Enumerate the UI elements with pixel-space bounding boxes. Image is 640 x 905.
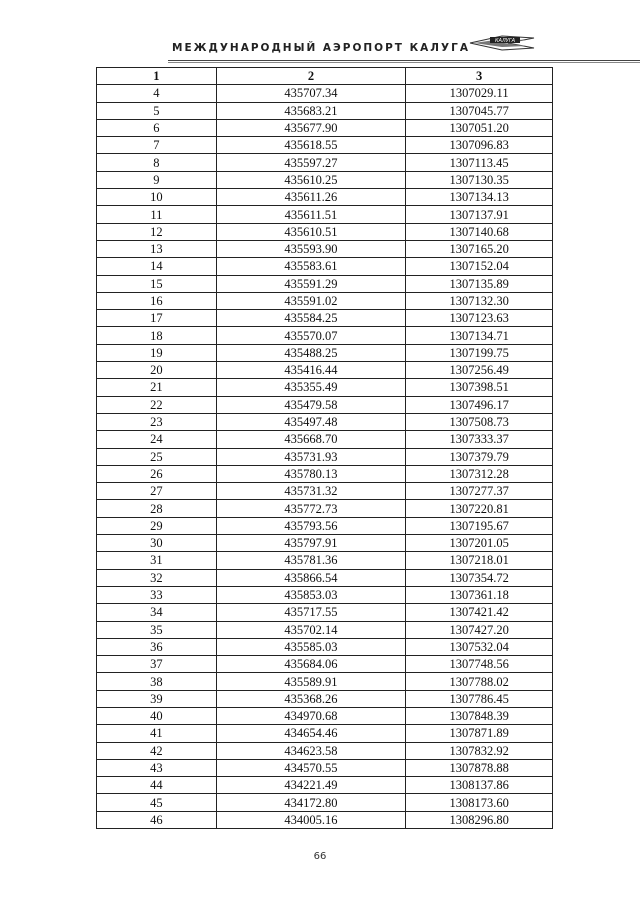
table-cell: 435702.14 [216, 621, 406, 638]
table-cell: 1307134.71 [406, 327, 553, 344]
table-row [97, 656, 553, 673]
table-row [97, 240, 553, 257]
header-rule [168, 60, 640, 61]
table-cell: 45 [97, 794, 217, 811]
table-cell: 22 [97, 396, 217, 413]
table-cell: 435368.26 [216, 690, 406, 707]
table-cell: 23 [97, 413, 217, 430]
table-cell: 1307398.51 [406, 379, 553, 396]
table-cell: 1307096.83 [406, 137, 553, 154]
table-cell: 1308296.80 [406, 811, 553, 828]
table-cell: 15 [97, 275, 217, 292]
page-number: 66 [313, 851, 327, 862]
table-row [97, 292, 553, 309]
table-cell: 435570.07 [216, 327, 406, 344]
table-row [97, 759, 553, 776]
table-cell: 39 [97, 690, 217, 707]
table-cell: 435416.44 [216, 362, 406, 379]
table-cell: 434005.16 [216, 811, 406, 828]
table-cell: 435583.61 [216, 258, 406, 275]
table-cell: 38 [97, 673, 217, 690]
table-cell: 435677.90 [216, 119, 406, 136]
table-row [97, 327, 553, 344]
table-cell: 5 [97, 102, 217, 119]
table-cell: 434970.68 [216, 707, 406, 724]
table-cell: 17 [97, 310, 217, 327]
table-row [97, 742, 553, 759]
table-cell: 435585.03 [216, 638, 406, 655]
table-cell: 1307029.11 [406, 85, 553, 102]
table-cell: 1307496.17 [406, 396, 553, 413]
table-cell: 435611.26 [216, 189, 406, 206]
table-row [97, 569, 553, 586]
table-row [97, 604, 553, 621]
table-cell: 434172.80 [216, 794, 406, 811]
table-cell: 434654.46 [216, 725, 406, 742]
table-cell: 1307135.89 [406, 275, 553, 292]
table-cell: 435717.55 [216, 604, 406, 621]
table-row [97, 189, 553, 206]
table-cell: 1307748.56 [406, 656, 553, 673]
table-cell: 33 [97, 586, 217, 603]
table-cell: 24 [97, 431, 217, 448]
table-row [97, 535, 553, 552]
table-cell: 7 [97, 137, 217, 154]
table-row [97, 344, 553, 361]
table-row [97, 171, 553, 188]
table-cell: 40 [97, 707, 217, 724]
table-cell: 1307871.89 [406, 725, 553, 742]
table-row [97, 483, 553, 500]
table-cell: 1307201.05 [406, 535, 553, 552]
table-row [97, 448, 553, 465]
table-cell: 435597.27 [216, 154, 406, 171]
table-row [97, 102, 553, 119]
table-row [97, 396, 553, 413]
table-cell: 1307140.68 [406, 223, 553, 240]
table-row [97, 465, 553, 482]
table-cell: 1307199.75 [406, 344, 553, 361]
page-header [120, 34, 560, 64]
table-cell: 1307277.37 [406, 483, 553, 500]
table-cell: 1307848.39 [406, 707, 553, 724]
table-cell: 1307220.81 [406, 500, 553, 517]
table-cell: 1307379.79 [406, 448, 553, 465]
table-cell: 1307130.35 [406, 171, 553, 188]
table-cell: 1307123.63 [406, 310, 553, 327]
table-cell: 36 [97, 638, 217, 655]
table-cell: 1307508.73 [406, 413, 553, 430]
table-cell: 30 [97, 535, 217, 552]
table-cell: 1307218.01 [406, 552, 553, 569]
table-cell: 1308173.60 [406, 794, 553, 811]
table-cell: 1307113.45 [406, 154, 553, 171]
table-cell: 11 [97, 206, 217, 223]
table-cell: 25 [97, 448, 217, 465]
table-cell: 435781.36 [216, 552, 406, 569]
table-cell: 43 [97, 759, 217, 776]
table-cell: 435707.34 [216, 85, 406, 102]
table-cell: 1307312.28 [406, 465, 553, 482]
table-cell: 34 [97, 604, 217, 621]
table-cell: 435497.48 [216, 413, 406, 430]
table-cell: 28 [97, 500, 217, 517]
table-row [97, 275, 553, 292]
table-row [97, 310, 553, 327]
table-cell: 1307045.77 [406, 102, 553, 119]
table-cell: 434623.58 [216, 742, 406, 759]
column-header: 1 [97, 68, 217, 85]
table-cell: 42 [97, 742, 217, 759]
table-cell: 435610.25 [216, 171, 406, 188]
table-cell: 435772.73 [216, 500, 406, 517]
table-cell: 29 [97, 517, 217, 534]
table-row [97, 638, 553, 655]
table-cell: 1307051.20 [406, 119, 553, 136]
table-row [97, 154, 553, 171]
table-cell: 6 [97, 119, 217, 136]
table-cell: 1307195.67 [406, 517, 553, 534]
table-cell: 435866.54 [216, 569, 406, 586]
table-row [97, 379, 553, 396]
table-row [97, 223, 553, 240]
table-row [97, 431, 553, 448]
table-cell: 8 [97, 154, 217, 171]
column-header: 2 [216, 68, 406, 85]
table-cell: 435684.06 [216, 656, 406, 673]
table-cell: 1307165.20 [406, 240, 553, 257]
table-cell: 19 [97, 344, 217, 361]
table-cell: 1307134.13 [406, 189, 553, 206]
table-cell: 435611.51 [216, 206, 406, 223]
table-cell: 20 [97, 362, 217, 379]
table-cell: 18 [97, 327, 217, 344]
table-cell: 434221.49 [216, 777, 406, 794]
table-cell: 27 [97, 483, 217, 500]
table-row [97, 725, 553, 742]
table-row [97, 690, 553, 707]
table-row [97, 119, 553, 136]
table-cell: 37 [97, 656, 217, 673]
table-cell: 435591.02 [216, 292, 406, 309]
table-header-row [97, 68, 553, 85]
table-cell: 1307354.72 [406, 569, 553, 586]
table-cell: 1307532.04 [406, 638, 553, 655]
table-cell: 1307832.92 [406, 742, 553, 759]
table-cell: 41 [97, 725, 217, 742]
table-cell: 32 [97, 569, 217, 586]
table-cell: 44 [97, 777, 217, 794]
svg-text:КАЛУГА: КАЛУГА [495, 38, 515, 44]
table-cell: 1307333.37 [406, 431, 553, 448]
table-cell: 435797.91 [216, 535, 406, 552]
table-row [97, 413, 553, 430]
table-cell: 435593.90 [216, 240, 406, 257]
table-cell: 1307137.91 [406, 206, 553, 223]
table-cell: 26 [97, 465, 217, 482]
table-row [97, 794, 553, 811]
table-cell: 9 [97, 171, 217, 188]
table-row [97, 258, 553, 275]
table-cell: 31 [97, 552, 217, 569]
table-cell: 435780.13 [216, 465, 406, 482]
table-cell: 435683.21 [216, 102, 406, 119]
table-cell: 46 [97, 811, 217, 828]
header-rule-secondary [168, 62, 640, 63]
table-row [97, 517, 553, 534]
table-row [97, 552, 553, 569]
table-cell: 12 [97, 223, 217, 240]
table-cell: 1307132.30 [406, 292, 553, 309]
table-row [97, 621, 553, 638]
table-cell: 435668.70 [216, 431, 406, 448]
table-cell: 10 [97, 189, 217, 206]
table-row [97, 707, 553, 724]
table-cell: 435488.25 [216, 344, 406, 361]
table-row [97, 586, 553, 603]
table-cell: 1307361.18 [406, 586, 553, 603]
table-row [97, 362, 553, 379]
table-cell: 435610.51 [216, 223, 406, 240]
table-row [97, 673, 553, 690]
table-cell: 14 [97, 258, 217, 275]
table-cell: 1307786.45 [406, 690, 553, 707]
header-title: МЕЖДУНАРОДНЫЙ АЭРОПОРТ КАЛУГА [172, 42, 470, 54]
column-header: 3 [406, 68, 553, 85]
table-row [97, 85, 553, 102]
table-cell: 1307427.20 [406, 621, 553, 638]
table-row [97, 777, 553, 794]
table-cell: 435853.03 [216, 586, 406, 603]
table-cell: 13 [97, 240, 217, 257]
table-cell: 435591.29 [216, 275, 406, 292]
table-cell: 435479.58 [216, 396, 406, 413]
table-cell: 4 [97, 85, 217, 102]
table-cell: 434570.55 [216, 759, 406, 776]
coordinates-table [96, 67, 553, 829]
table-cell: 1307152.04 [406, 258, 553, 275]
table-cell: 1307788.02 [406, 673, 553, 690]
table-cell: 435793.56 [216, 517, 406, 534]
table-row [97, 206, 553, 223]
table-cell: 435589.91 [216, 673, 406, 690]
table-cell: 435355.49 [216, 379, 406, 396]
table-row [97, 811, 553, 828]
table-cell: 21 [97, 379, 217, 396]
airport-logo-icon [468, 34, 538, 52]
table-cell: 1308137.86 [406, 777, 553, 794]
table-row [97, 500, 553, 517]
table-cell: 16 [97, 292, 217, 309]
table-cell: 1307878.88 [406, 759, 553, 776]
table-row [97, 137, 553, 154]
table-cell: 435731.32 [216, 483, 406, 500]
table-cell: 435731.93 [216, 448, 406, 465]
table-cell: 1307256.49 [406, 362, 553, 379]
table-cell: 435618.55 [216, 137, 406, 154]
table-cell: 1307421.42 [406, 604, 553, 621]
table-cell: 435584.25 [216, 310, 406, 327]
table-cell: 35 [97, 621, 217, 638]
